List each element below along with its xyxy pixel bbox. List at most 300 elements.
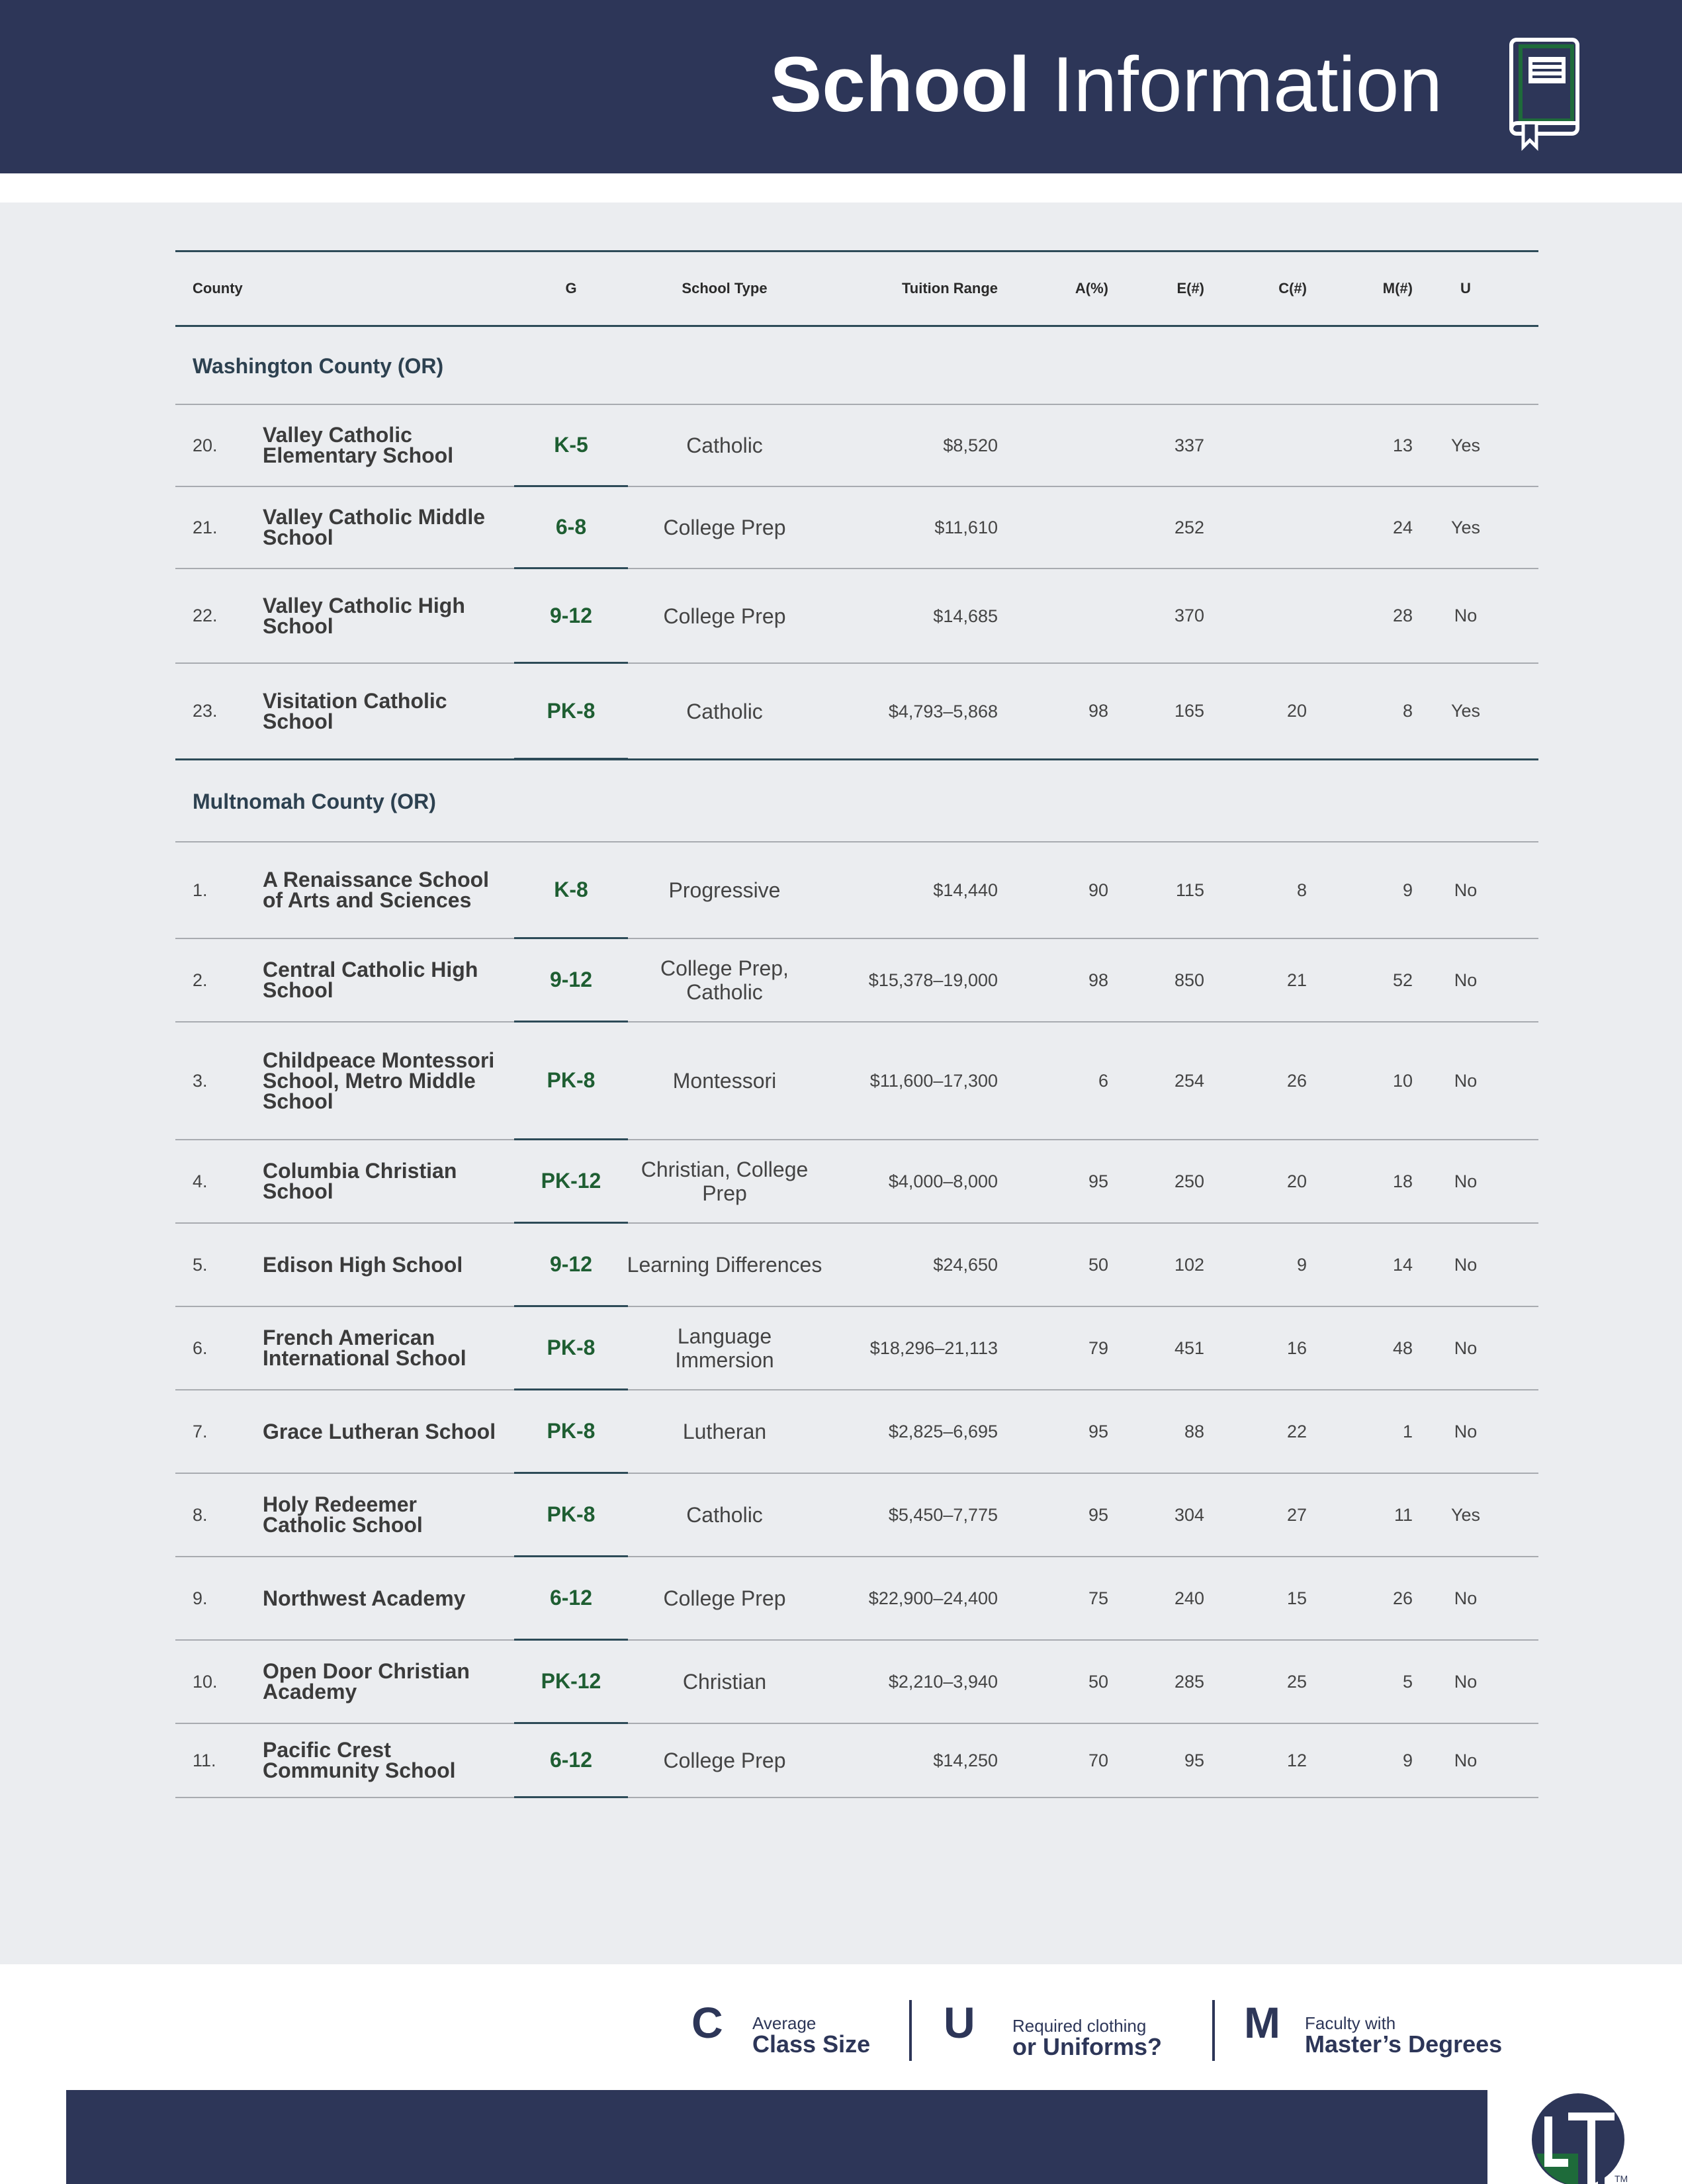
masters-degrees-text: 8 [1402, 701, 1413, 721]
acceptance-rate [1049, 664, 1108, 758]
row-number-text: 6. [193, 1338, 208, 1358]
grade-range-text: PK-8 [547, 1502, 596, 1526]
masters-degrees-text: 11 [1394, 1504, 1413, 1525]
masters-degrees [1347, 487, 1413, 568]
footer-bar [66, 2090, 1487, 2184]
tuition-range-text: $8,520 [943, 435, 998, 455]
grade-range [514, 569, 628, 664]
class-size-text: 16 [1286, 1338, 1307, 1358]
acceptance-rate-text: 75 [1088, 1588, 1108, 1608]
uniforms [1423, 842, 1509, 938]
county-group-header [175, 327, 1538, 405]
class-size [1241, 1307, 1307, 1389]
col-u: U [1460, 280, 1471, 296]
uniforms [1423, 1307, 1509, 1389]
row-number [193, 405, 218, 486]
tuition-range-text: $4,000–8,000 [888, 1171, 998, 1191]
school-name-text: Childpeace Montessori School, Metro Middle School [263, 1048, 495, 1113]
uniforms [1423, 1474, 1509, 1556]
class-size-text: 26 [1286, 1070, 1307, 1091]
tuition-range [837, 405, 998, 486]
school-type [625, 1390, 824, 1473]
grade-range [514, 1224, 628, 1307]
row-number-text: 9. [193, 1588, 208, 1608]
grade-range-text: PK-8 [547, 1336, 596, 1359]
acceptance-rate [1049, 1641, 1108, 1723]
school-type-text: Christian, College Prep [641, 1158, 809, 1205]
grade-range-text: 6-8 [555, 515, 587, 539]
uniforms-text: No [1454, 1671, 1478, 1692]
enrollment-text: 250 [1174, 1171, 1204, 1191]
school-name [263, 1557, 501, 1639]
uniforms-text: Yes [1450, 1504, 1481, 1525]
uniforms-text: No [1454, 970, 1478, 990]
school-type-text: Christian [682, 1670, 767, 1694]
acceptance-rate [1049, 405, 1108, 486]
enrollment [1135, 664, 1204, 758]
tuition-range-text: $2,825–6,695 [888, 1422, 998, 1441]
class-size-text: 8 [1296, 880, 1307, 900]
legend-divider [1212, 2000, 1215, 2061]
class-size [1241, 939, 1307, 1021]
uniforms-text: No [1454, 1588, 1478, 1608]
page-header [0, 0, 1682, 173]
masters-degrees-text: 9 [1402, 880, 1413, 900]
county-group-header [175, 760, 1538, 842]
school-type-text: College Prep [663, 516, 786, 539]
legend-small: Required clothing [1012, 2016, 1147, 2036]
school-name-text: Valley Catholic High School [263, 593, 465, 638]
enrollment [1135, 1023, 1204, 1139]
col-a: A(%) [1075, 280, 1108, 296]
acceptance-rate-text: 95 [1088, 1504, 1108, 1525]
acceptance-rate [1049, 842, 1108, 938]
tuition-range-text: $4,793–5,868 [888, 701, 998, 721]
uniforms-text: No [1454, 1750, 1478, 1770]
legend-small: Faculty with [1305, 2013, 1396, 2033]
logo-mark [1528, 2090, 1628, 2184]
school-name-text: French American International School [263, 1326, 466, 1370]
table-row [175, 1474, 1538, 1557]
class-size [1241, 842, 1307, 938]
row-number [193, 664, 218, 758]
legend-small: Average [752, 2013, 817, 2033]
school-type-text: Catholic [686, 699, 763, 723]
tuition-range-text: $14,250 [933, 1751, 998, 1770]
grade-range [514, 664, 628, 760]
school-name-text: Edison High School [263, 1252, 463, 1277]
masters-degrees [1347, 1641, 1413, 1723]
masters-degrees [1347, 1390, 1413, 1473]
acceptance-rate-text: 50 [1088, 1671, 1108, 1692]
masters-degrees [1347, 1474, 1413, 1556]
class-size [1241, 1224, 1307, 1306]
enrollment [1135, 569, 1204, 662]
tuition-range [837, 664, 998, 758]
enrollment-text: 451 [1174, 1338, 1204, 1358]
uniforms-text: No [1454, 880, 1478, 900]
grade-range-text: 6-12 [549, 1586, 593, 1610]
tuition-range [837, 569, 998, 662]
row-number [193, 1023, 208, 1139]
table-row [175, 1557, 1538, 1641]
enrollment [1135, 1224, 1204, 1306]
school-type [625, 1023, 824, 1139]
school-type-text: Montessori [672, 1069, 777, 1093]
grade-range [514, 1023, 628, 1140]
school-type [625, 939, 824, 1021]
acceptance-rate [1049, 569, 1108, 662]
row-number [193, 1474, 208, 1556]
legend-big: Master’s Degrees [1305, 2030, 1503, 2058]
grade-range-text: 9-12 [549, 603, 593, 627]
table-row [175, 1224, 1538, 1307]
table-row [175, 1307, 1538, 1390]
acceptance-rate-text: 98 [1088, 970, 1108, 990]
table-row [175, 569, 1538, 664]
school-type [625, 569, 824, 662]
class-size [1241, 1390, 1307, 1473]
class-size [1241, 1474, 1307, 1556]
school-type [625, 1224, 824, 1306]
table-body [175, 327, 1538, 1798]
acceptance-rate [1049, 1224, 1108, 1306]
school-type-text: Language Immersion [675, 1324, 774, 1372]
school-name [263, 664, 501, 758]
school-type-text: College Prep [663, 1586, 786, 1610]
table-row [175, 664, 1538, 760]
uniforms [1423, 569, 1509, 662]
col-type: School Type [682, 280, 768, 296]
class-size [1241, 1023, 1307, 1139]
grade-range-text: PK-12 [541, 1669, 601, 1693]
masters-degrees-text: 9 [1402, 1750, 1413, 1770]
school-name [263, 1474, 501, 1556]
masters-degrees [1347, 842, 1413, 938]
col-m: M(#) [1382, 280, 1413, 296]
tuition-range [837, 1390, 998, 1473]
school-name [263, 1390, 501, 1473]
masters-degrees-text: 13 [1392, 435, 1413, 455]
acceptance-rate-text: 50 [1088, 1254, 1108, 1275]
school-name [263, 1307, 501, 1389]
row-number [193, 1724, 216, 1797]
col-e: E(#) [1176, 280, 1204, 296]
grade-range [514, 405, 628, 487]
class-size-text: 21 [1286, 970, 1307, 990]
school-name-text: A Renaissance School of Arts and Sciences [263, 868, 490, 912]
table-row [175, 1023, 1538, 1140]
enrollment [1135, 487, 1204, 568]
class-size-text: 27 [1286, 1504, 1307, 1525]
tuition-range [837, 1307, 998, 1389]
table-row [175, 1390, 1538, 1474]
row-number [193, 842, 208, 938]
title-light: Information [1051, 41, 1442, 128]
class-size [1241, 664, 1307, 758]
tuition-range-text: $22,900–24,400 [868, 1588, 998, 1608]
row-number-text: 23. [193, 701, 218, 721]
acceptance-rate-text: 79 [1088, 1338, 1108, 1358]
legend-big: Class Size [752, 2030, 871, 2058]
tuition-range-text: $18,296–21,113 [869, 1338, 998, 1358]
school-name [263, 1724, 501, 1797]
class-size-text: 20 [1286, 1171, 1307, 1191]
acceptance-rate-text: 98 [1088, 701, 1108, 721]
row-number-text: 20. [193, 435, 218, 455]
school-type [625, 405, 824, 486]
page-title [770, 40, 1442, 130]
row-number [193, 1307, 208, 1389]
enrollment-text: 285 [1174, 1671, 1204, 1692]
col-tuition: Tuition Range [901, 280, 998, 296]
grade-range [514, 1140, 628, 1224]
grade-range [514, 1724, 628, 1798]
col-c: C(#) [1278, 280, 1307, 296]
masters-degrees-text: 26 [1392, 1588, 1413, 1608]
table-row [175, 842, 1538, 939]
row-number [193, 487, 218, 568]
school-type [625, 1140, 824, 1222]
school-name-text: Central Catholic High School [263, 958, 478, 1002]
school-name [263, 1224, 501, 1306]
book-icon [1509, 37, 1583, 151]
grade-range [514, 939, 628, 1023]
tuition-range [837, 487, 998, 568]
enrollment-text: 850 [1174, 970, 1204, 990]
grade-range-text: PK-8 [547, 698, 596, 723]
masters-degrees [1347, 1724, 1413, 1797]
uniforms [1423, 1557, 1509, 1639]
class-size [1241, 1140, 1307, 1222]
class-size-text: 15 [1286, 1588, 1307, 1608]
table-row [175, 1641, 1538, 1724]
enrollment [1135, 1390, 1204, 1473]
title-bold: School [770, 41, 1030, 128]
grade-range [514, 1641, 628, 1724]
row-number-text: 5. [193, 1254, 208, 1275]
county-name: Multnomah County (OR) [193, 790, 436, 813]
uniforms [1423, 1140, 1509, 1222]
row-number-text: 2. [193, 970, 208, 990]
school-type-text: Progressive [668, 878, 781, 902]
enrollment-text: 304 [1174, 1504, 1204, 1525]
legend-big: or Uniforms? [1012, 2033, 1163, 2060]
enrollment [1135, 1140, 1204, 1222]
enrollment-text: 165 [1174, 701, 1204, 721]
col-g: G [565, 280, 577, 296]
acceptance-rate-text: 95 [1088, 1171, 1108, 1191]
school-type-text: College Prep, Catholic [660, 956, 789, 1004]
masters-degrees-text: 1 [1402, 1421, 1413, 1441]
school-name [263, 487, 501, 568]
masters-degrees-text: 24 [1392, 517, 1413, 537]
legend-letter: U [944, 1998, 975, 2047]
uniforms [1423, 405, 1509, 486]
row-number-text: 1. [193, 880, 208, 900]
row-number-text: 7. [193, 1421, 208, 1441]
tuition-range [837, 842, 998, 938]
grade-range-text: PK-12 [541, 1169, 601, 1193]
school-type [625, 664, 824, 758]
grade-range [514, 1474, 628, 1557]
school-name-text: Pacific Crest Community School [263, 1738, 456, 1782]
school-name [263, 1023, 501, 1139]
enrollment [1135, 842, 1204, 938]
school-type [625, 1307, 824, 1389]
tuition-range [837, 1641, 998, 1723]
acceptance-rate-text: 6 [1098, 1070, 1108, 1091]
school-name-text: Columbia Christian School [263, 1159, 457, 1203]
school-type-text: Catholic [686, 1503, 763, 1527]
school-name-text: Northwest Academy [263, 1586, 466, 1610]
legend-uniforms [940, 1992, 1204, 2065]
legend-class-size [691, 1992, 877, 2065]
masters-degrees-text: 10 [1392, 1070, 1413, 1091]
enrollment [1135, 405, 1204, 486]
enrollment-text: 252 [1174, 517, 1204, 537]
masters-degrees [1347, 1023, 1413, 1139]
uniforms [1423, 1023, 1509, 1139]
legend-letter: M [1244, 1998, 1280, 2047]
school-type-text: Lutheran [682, 1420, 767, 1443]
row-number-text: 10. [193, 1671, 218, 1692]
tuition-range [837, 1224, 998, 1306]
trademark: TM [1615, 2173, 1628, 2184]
acceptance-rate-text: 70 [1088, 1750, 1108, 1770]
class-size-text: 9 [1296, 1254, 1307, 1275]
school-type-text: Catholic [686, 433, 763, 457]
masters-degrees-text: 48 [1392, 1338, 1413, 1358]
acceptance-rate-text: 90 [1088, 880, 1108, 900]
tuition-range [837, 939, 998, 1021]
uniforms-text: No [1454, 1421, 1478, 1441]
table-row [175, 405, 1538, 487]
table-row [175, 1140, 1538, 1224]
uniforms [1423, 1641, 1509, 1723]
school-name-text: Grace Lutheran School [263, 1419, 496, 1443]
table-row [175, 487, 1538, 569]
enrollment-text: 102 [1174, 1254, 1204, 1275]
acceptance-rate [1049, 1724, 1108, 1797]
enrollment-text: 115 [1175, 880, 1204, 900]
grade-range [514, 842, 628, 939]
school-type [625, 1724, 824, 1797]
enrollment [1135, 1724, 1204, 1797]
school-name [263, 939, 501, 1021]
uniforms-text: Yes [1450, 701, 1481, 721]
school-name-text: Valley Catholic Elementary School [263, 423, 454, 467]
school-name-text: Valley Catholic Middle School [263, 505, 486, 549]
row-number-text: 21. [193, 517, 218, 537]
col-county: County [193, 280, 243, 296]
enrollment-text: 240 [1174, 1588, 1204, 1608]
enrollment [1135, 1474, 1204, 1556]
class-size [1241, 1641, 1307, 1723]
row-number-text: 11. [193, 1750, 216, 1770]
acceptance-rate [1049, 1307, 1108, 1389]
acceptance-rate [1049, 1023, 1108, 1139]
uniforms-text: Yes [1450, 517, 1481, 537]
school-type [625, 1641, 824, 1723]
tuition-range [837, 1140, 998, 1222]
school-type [625, 842, 824, 938]
acceptance-rate-text: 95 [1088, 1421, 1108, 1441]
tuition-range-text: $5,450–7,775 [888, 1505, 998, 1525]
enrollment [1135, 1641, 1204, 1723]
uniforms-text: No [1454, 1171, 1478, 1191]
uniforms-text: No [1454, 1070, 1478, 1091]
tuition-range [837, 1724, 998, 1797]
class-size-text: 22 [1286, 1421, 1307, 1441]
class-size-text: 25 [1286, 1671, 1307, 1692]
school-type-text: College Prep [663, 604, 786, 628]
masters-degrees [1347, 1557, 1413, 1639]
class-size [1241, 1724, 1307, 1797]
acceptance-rate [1049, 1390, 1108, 1473]
uniforms-text: Yes [1450, 435, 1481, 455]
school-name-text: Holy Redeemer Catholic School [263, 1492, 423, 1537]
grade-range-text: K-8 [554, 878, 588, 901]
tuition-range [837, 1557, 998, 1639]
tuition-range-text: $2,210–3,940 [888, 1672, 998, 1692]
row-number-text: 8. [193, 1504, 208, 1525]
school-name-text: Open Door Christian Academy [263, 1659, 470, 1704]
masters-degrees-text: 18 [1392, 1171, 1413, 1191]
masters-degrees-text: 52 [1392, 970, 1413, 990]
grade-range-text: PK-8 [547, 1419, 596, 1443]
class-size [1241, 569, 1307, 662]
masters-degrees-text: 28 [1392, 606, 1413, 625]
grade-range-text: 6-12 [549, 1748, 593, 1772]
school-table [175, 250, 1538, 1798]
uniforms-text: No [1454, 1254, 1478, 1275]
masters-degrees [1347, 1224, 1413, 1306]
row-number [193, 1390, 208, 1473]
tuition-range-text: $14,440 [933, 880, 998, 900]
table-row [175, 1724, 1538, 1798]
grade-range [514, 1307, 628, 1390]
acceptance-rate [1049, 939, 1108, 1021]
masters-degrees [1347, 664, 1413, 758]
legend-divider [909, 2000, 912, 2061]
acceptance-rate [1049, 487, 1108, 568]
class-size [1241, 405, 1307, 486]
enrollment-text: 370 [1174, 606, 1204, 625]
uniforms-text: No [1454, 606, 1478, 625]
table-row [175, 939, 1538, 1023]
uniforms [1423, 939, 1509, 1021]
row-number [193, 569, 218, 662]
school-name [263, 569, 501, 662]
row-number-text: 22. [193, 606, 218, 625]
masters-degrees [1347, 569, 1413, 662]
tuition-range [837, 1474, 998, 1556]
uniforms [1423, 664, 1509, 758]
masters-degrees [1347, 1307, 1413, 1389]
tuition-range-text: $15,378–19,000 [868, 970, 998, 990]
masters-degrees-text: 5 [1402, 1671, 1413, 1692]
grade-range [514, 1557, 628, 1641]
enrollment-text: 254 [1174, 1070, 1204, 1091]
row-number [193, 939, 208, 1021]
school-type-text: College Prep [663, 1749, 786, 1772]
tuition-range-text: $11,600–17,300 [869, 1071, 998, 1091]
tuition-range-text: $24,650 [933, 1255, 998, 1275]
row-number [193, 1140, 208, 1222]
school-name [263, 842, 501, 938]
acceptance-rate [1049, 1474, 1108, 1556]
